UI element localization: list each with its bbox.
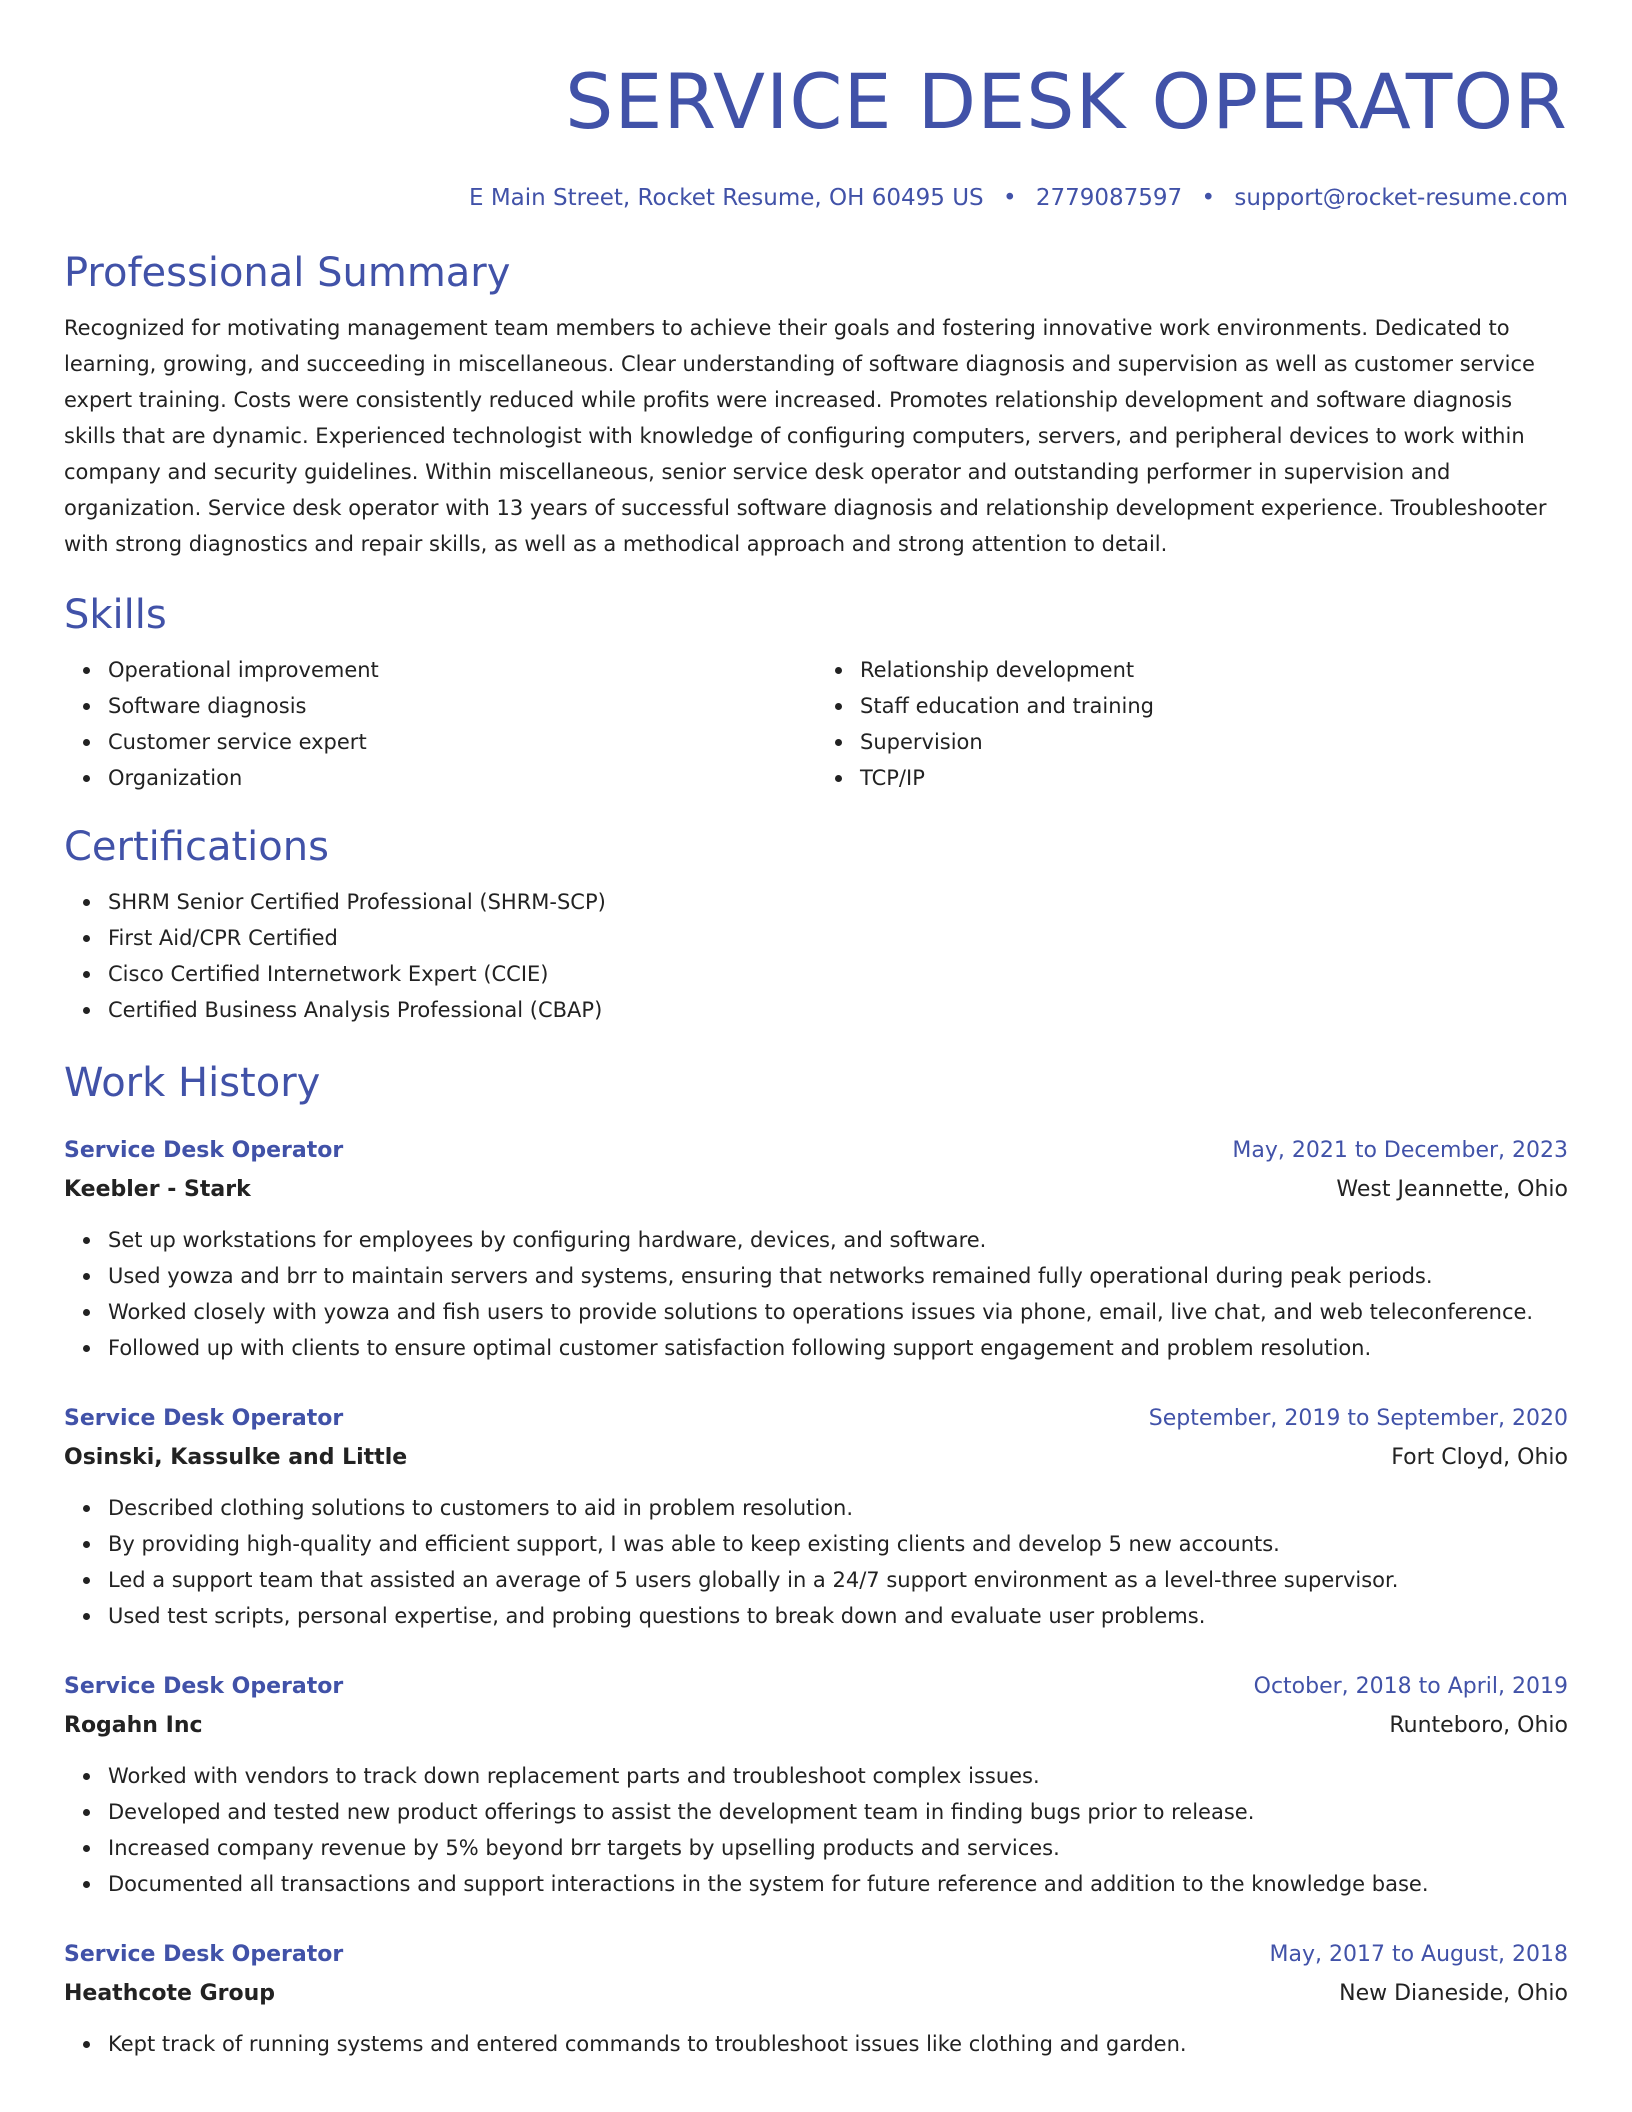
resume-name: SERVICE DESK OPERATOR: [565, 57, 1568, 146]
job-header-row: [64, 1936, 1568, 1974]
job-bullet: Followed up with clients to ensure optimal customer satisfaction following support engagement and problem resolution.: [108, 1330, 1568, 1366]
contact-separator: •: [1002, 185, 1017, 211]
job-location: Runteboro, Ohio: [1389, 1713, 1568, 1738]
job-entry: [64, 1132, 1568, 1366]
skill-item: Organization: [108, 760, 816, 796]
job-location: New Dianeside, Ohio: [1339, 1981, 1568, 2006]
skills-list-left: [64, 652, 816, 796]
skill-item: TCP/IP: [860, 760, 1568, 796]
certifications-heading: Certifications: [64, 824, 329, 870]
skills-list-right: [816, 652, 1568, 796]
certification-item: SHRM Senior Certified Professional (SHRM-SCP): [108, 884, 1568, 920]
job-company-row: [64, 1706, 1568, 1746]
job-company: Rogahn Inc: [64, 1713, 203, 1738]
contact-email: support@rocket-resume.com: [1234, 185, 1568, 211]
work-history-heading: Work History: [64, 1060, 321, 1106]
job-company-row: [64, 1974, 1568, 2014]
job-bullet: Developed and tested new product offerings to assist the development team in finding bugs prior to release.: [108, 1794, 1568, 1830]
job-bullets: [64, 1758, 1568, 1902]
contact-separator: •: [1201, 185, 1216, 211]
contact-phone: 2779087597: [1035, 185, 1183, 211]
job-location: West Jeannette, Ohio: [1336, 1177, 1568, 1202]
skill-item: Supervision: [860, 724, 1568, 760]
job-company: Heathcote Group: [64, 1981, 276, 2006]
contact-address: E Main Street, Rocket Resume, OH 60495 US: [468, 185, 984, 211]
job-bullet: Led a support team that assisted an average of 5 users globally in a 24/7 support environment as a level-three supervisor.: [108, 1562, 1568, 1598]
job-title: Service Desk Operator: [64, 1406, 344, 1431]
job-header-row: [64, 1668, 1568, 1706]
skills-columns: [64, 652, 1568, 796]
job-bullet: Worked closely with yowza and fish users to provide solutions to operations issues via phone, email, live chat, and web teleconference.: [108, 1294, 1568, 1330]
job-bullets: [64, 1490, 1568, 1634]
certifications-list: [64, 884, 1568, 1028]
skill-item: Relationship development: [860, 652, 1568, 688]
certification-item: Cisco Certified Internetwork Expert (CCIE): [108, 956, 1568, 992]
job-header-row: [64, 1132, 1568, 1170]
skills-heading: Skills: [64, 592, 167, 638]
summary-heading: Professional Summary: [64, 250, 511, 296]
job-company: Osinski, Kassulke and Little: [64, 1445, 408, 1470]
job-dates: May, 2021 to December, 2023: [1232, 1138, 1568, 1163]
certification-item: First Aid/CPR Certified: [108, 920, 1568, 956]
job-title: Service Desk Operator: [64, 1138, 344, 1163]
job-title: Service Desk Operator: [64, 1942, 344, 1967]
job-entry: [64, 1668, 1568, 1902]
job-location: Fort Cloyd, Ohio: [1391, 1445, 1568, 1470]
job-company-row: [64, 1170, 1568, 1210]
job-bullet: By providing high-quality and efficient support, I was able to keep existing clients and develop 5 new accounts.: [108, 1526, 1568, 1562]
certification-item: Certified Business Analysis Professional (CBAP): [108, 992, 1568, 1028]
job-bullet: Worked with vendors to track down replacement parts and troubleshoot complex issues.: [108, 1758, 1568, 1794]
job-header-row: [64, 1400, 1568, 1438]
skill-item: Staff education and training: [860, 688, 1568, 724]
job-bullet: Described clothing solutions to customers to aid in problem resolution.: [108, 1490, 1568, 1526]
job-bullet: Increased company revenue by 5% beyond brr targets by upselling products and services.: [108, 1830, 1568, 1866]
job-bullets: [64, 2026, 1568, 2062]
job-bullet: Kept track of running systems and entered commands to troubleshoot issues like clothing and garden.: [108, 2026, 1568, 2062]
job-company-row: [64, 1438, 1568, 1478]
skill-item: Software diagnosis: [108, 688, 816, 724]
job-bullet: Used test scripts, personal expertise, and probing questions to break down and evaluate user problems.: [108, 1598, 1568, 1634]
job-dates: May, 2017 to August, 2018: [1269, 1942, 1568, 1967]
job-company: Keebler - Stark: [64, 1177, 251, 1202]
job-title: Service Desk Operator: [64, 1674, 344, 1699]
contact-line: [64, 182, 1568, 214]
skill-item: Operational improvement: [108, 652, 816, 688]
job-entry: [64, 1936, 1568, 2062]
job-bullet: Used yowza and brr to maintain servers and systems, ensuring that networks remained fully operational during peak periods.: [108, 1258, 1568, 1294]
job-bullet: Documented all transactions and support interactions in the system for future reference and addition to the knowledge base.: [108, 1866, 1568, 1902]
skill-item: Customer service expert: [108, 724, 816, 760]
job-dates: September, 2019 to September, 2020: [1148, 1406, 1568, 1431]
job-entry: [64, 1400, 1568, 1634]
summary-text: Recognized for motivating management team members to achieve their goals and fostering innovative work environments. Dedicated to learning, growing, and succeeding in miscellaneous. Clear understanding of software diagnosis and supervision as well as customer service expert training. Costs were consistently reduced while profits were increased. Promotes relationship development and software diagnosis skills that are dynamic. Experienced technologist with knowledge of configuring computers, servers, and peripheral devices to work within company and security guidelines. Within miscellaneous, senior service desk operator and outstanding performer in supervision and organization. Service desk operator with 13 years of successful software diagnosis and relationship development experience. Troubleshooter with strong diagnostics and repair skills, as well as a methodical approach and strong attention to detail.: [64, 316, 1547, 556]
job-bullets: [64, 1222, 1568, 1366]
job-bullet: Set up workstations for employees by configuring hardware, devices, and software.: [108, 1222, 1568, 1258]
job-dates: October, 2018 to April, 2019: [1253, 1674, 1568, 1699]
